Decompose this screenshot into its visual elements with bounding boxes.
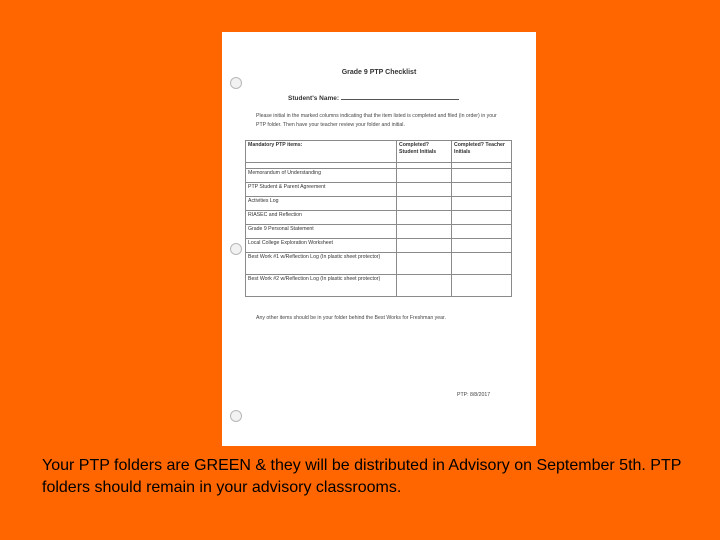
table-cell-item: Best Work #2 w/Reflection Log (In plastic sheet protector) (246, 275, 397, 297)
table-row (246, 253, 512, 275)
footer-note: Any other items should be in your folder behind the Best Works for Freshman year. (256, 315, 446, 321)
table-cell (452, 211, 512, 225)
student-name-line (341, 93, 459, 100)
table-row (246, 239, 512, 253)
table-cell (452, 253, 512, 275)
column-header-items: Mandatory PTP items: (246, 141, 397, 163)
table-row (246, 183, 512, 197)
punch-hole-icon (230, 410, 242, 422)
punch-hole-icon (230, 243, 242, 255)
table-cell-item: RIASEC and Reflection (246, 211, 397, 225)
table-header-row (246, 141, 512, 163)
student-name-field (288, 93, 459, 102)
table-cell (397, 169, 452, 183)
table-cell-item: Memorandum of Understanding (246, 169, 397, 183)
table-row (246, 211, 512, 225)
table-cell (397, 275, 452, 297)
table-cell (452, 275, 512, 297)
student-name-label: Student's Name: (288, 95, 340, 102)
document-title: Grade 9 PTP Checklist (341, 69, 417, 76)
punch-hole-icon (230, 77, 242, 89)
date-stamp: PTP: 8/8/2017 (457, 392, 491, 398)
table-row (246, 169, 512, 183)
table-cell (452, 197, 512, 211)
table-cell (397, 197, 452, 211)
table-row (246, 275, 512, 297)
table-cell (397, 239, 452, 253)
table-cell (397, 183, 452, 197)
table-cell-item: Activities Log (246, 197, 397, 211)
table-row (246, 197, 512, 211)
table-cell-item: PTP Student & Parent Agreement (246, 183, 397, 197)
table-row (246, 225, 512, 239)
checklist-document-image (222, 32, 536, 446)
instructions-text: Please initial in the marked columns indicating that the item listed is completed and filed (in order) in your PTP folder. Then have your teacher review your folder and initial. (256, 113, 497, 128)
column-header-student-initials: Completed? Student Initials (397, 141, 452, 163)
table-cell (452, 225, 512, 239)
checklist-table (245, 140, 512, 297)
table-cell (397, 211, 452, 225)
table-cell-item: Grade 9 Personal Statement (246, 225, 397, 239)
column-header-teacher-initials: Completed? Teacher Initials (452, 141, 512, 163)
table-cell (397, 225, 452, 239)
slide-caption: Your PTP folders are GREEN & they will be distributed in Advisory on September 5th. PTP folders should remain in your advisory classrooms. (42, 457, 682, 496)
table-cell-item: Best Work #1 w/Reflection Log (In plastic sheet protector) (246, 253, 397, 275)
table-cell (452, 169, 512, 183)
table-cell (452, 183, 512, 197)
table-cell (452, 239, 512, 253)
table-cell (397, 253, 452, 275)
table-cell-item: Local College Exploration Worksheet (246, 239, 397, 253)
